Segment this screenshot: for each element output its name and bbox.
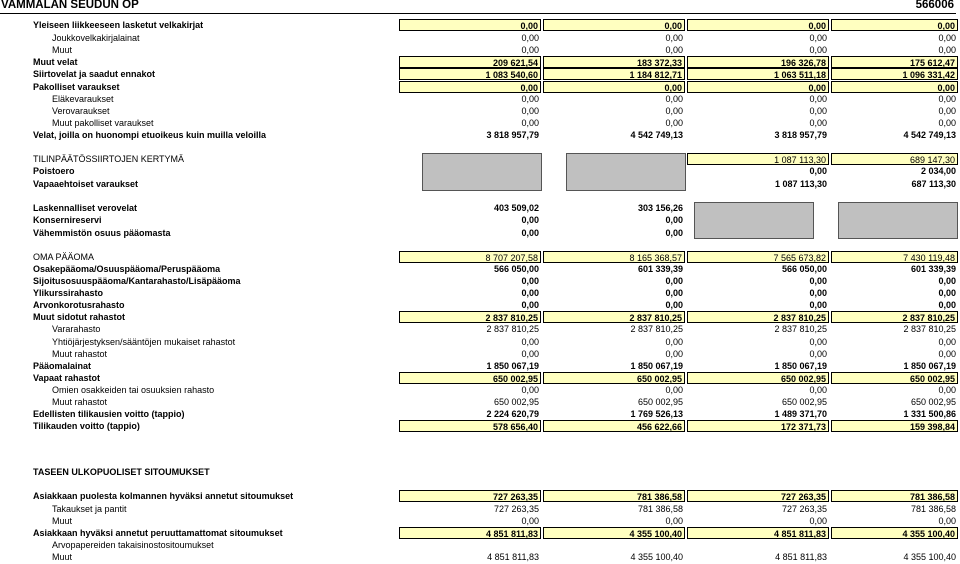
value-cell: 0,00 <box>521 228 539 238</box>
value-cell: 1 850 067,19 <box>903 361 956 371</box>
value-cell: 578 656,40 <box>399 420 541 432</box>
table-row <box>0 466 960 478</box>
table-row <box>0 420 960 432</box>
table-row <box>0 32 960 44</box>
value-cell: 650 002,95 <box>687 372 829 384</box>
value-cell: 0,00 <box>543 81 685 93</box>
row-label: Poistoero <box>33 166 75 176</box>
value-cell: 650 002,95 <box>831 372 958 384</box>
value-cell: 1 184 812,71 <box>543 68 685 80</box>
value-cell: 0,00 <box>809 106 827 116</box>
table-row <box>0 214 960 226</box>
value-cell: 3 818 957,79 <box>774 130 827 140</box>
value-cell: 650 002,95 <box>543 372 685 384</box>
value-cell: 0,00 <box>665 228 683 238</box>
value-cell: 8 165 368,57 <box>543 251 685 263</box>
row-label: Verovaraukset <box>52 106 110 116</box>
value-cell: 1 096 331,42 <box>831 68 958 80</box>
value-cell: 0,00 <box>521 215 539 225</box>
value-cell: 0,00 <box>521 45 539 55</box>
table-row <box>0 384 960 396</box>
value-cell: 2 837 810,25 <box>687 311 829 323</box>
table-row <box>0 68 960 80</box>
value-cell: 0,00 <box>521 516 539 526</box>
table-row <box>0 372 960 384</box>
value-cell: 0,00 <box>399 81 541 93</box>
table-row <box>0 178 960 190</box>
value-cell: 1 087 113,30 <box>687 153 829 165</box>
value-cell: 727 263,35 <box>399 490 541 502</box>
row-label: Muut <box>52 45 73 55</box>
table-row <box>0 527 960 539</box>
row-label: Muut rahastot <box>52 397 108 407</box>
value-cell: 4 542 749,13 <box>903 130 956 140</box>
value-cell: 0,00 <box>521 276 539 286</box>
table-row <box>0 503 960 515</box>
value-cell: 1 331 500,86 <box>903 409 956 419</box>
table-row <box>0 19 960 31</box>
table-row <box>0 360 960 372</box>
row-label: Laskennalliset verovelat <box>33 203 138 213</box>
value-cell: 183 372,33 <box>543 56 685 68</box>
value-cell: 0,00 <box>687 19 829 31</box>
table-row <box>0 56 960 68</box>
table-row <box>0 117 960 129</box>
value-cell: 0,00 <box>665 118 683 128</box>
row-label: Arvopapereiden takaisinostositoumukset <box>52 540 214 550</box>
value-cell: 4 851 811,83 <box>399 527 541 539</box>
value-cell: 0,00 <box>521 300 539 310</box>
value-cell: 1 850 067,19 <box>630 361 683 371</box>
value-cell: 0,00 <box>665 106 683 116</box>
value-cell: 1 850 067,19 <box>774 361 827 371</box>
table-row <box>0 323 960 335</box>
value-cell: 566 050,00 <box>781 264 827 274</box>
value-cell: 2 224 620,79 <box>486 409 539 419</box>
value-cell: 0,00 <box>665 33 683 43</box>
row-label: Muut <box>52 516 73 526</box>
value-cell: 4 851 811,83 <box>487 552 539 562</box>
value-cell: 781 386,58 <box>910 504 956 514</box>
value-cell: 0,00 <box>665 349 683 359</box>
row-label: Pakolliset varaukset <box>33 82 120 92</box>
value-cell: 0,00 <box>938 337 956 347</box>
value-cell: 1 083 540,60 <box>399 68 541 80</box>
value-cell: 2 837 810,25 <box>831 311 958 323</box>
value-cell: 650 002,95 <box>637 397 683 407</box>
value-cell: 781 386,58 <box>637 504 683 514</box>
row-label: Joukkovelkakirjalainat <box>52 33 140 43</box>
table-row <box>0 153 960 165</box>
value-cell: 0,00 <box>665 337 683 347</box>
value-cell: 209 621,54 <box>399 56 541 68</box>
value-cell: 0,00 <box>521 288 539 298</box>
value-cell: 2 837 810,25 <box>486 324 539 334</box>
table-row <box>0 129 960 141</box>
value-cell: 403 509,02 <box>493 203 539 213</box>
value-cell: 0,00 <box>399 19 541 31</box>
value-cell: 0,00 <box>831 81 958 93</box>
row-label: Vararahasto <box>52 324 101 334</box>
value-cell: 0,00 <box>938 276 956 286</box>
value-cell: 0,00 <box>809 385 827 395</box>
value-cell: 0,00 <box>809 337 827 347</box>
value-cell: 0,00 <box>521 349 539 359</box>
row-label: Sijoitusosuuspääoma/Kantarahasto/Lisäpääoma <box>33 276 241 286</box>
value-cell: 4 851 811,83 <box>687 527 829 539</box>
value-cell: 8 707 207,58 <box>399 251 541 263</box>
value-cell: 2 837 810,25 <box>630 324 683 334</box>
table-row <box>0 165 960 177</box>
value-cell: 0,00 <box>543 19 685 31</box>
value-cell: 2 034,00 <box>920 166 956 176</box>
value-cell: 456 622,66 <box>543 420 685 432</box>
value-cell: 7 430 119,48 <box>831 251 958 263</box>
row-label: Takaukset ja pantit <box>52 504 127 514</box>
value-cell: 2 837 810,25 <box>543 311 685 323</box>
value-cell: 727 263,35 <box>687 490 829 502</box>
table-row <box>0 251 960 263</box>
value-cell: 727 263,35 <box>493 504 539 514</box>
value-cell: 0,00 <box>809 166 827 176</box>
table-row <box>0 490 960 502</box>
value-cell: 0,00 <box>809 349 827 359</box>
value-cell: 0,00 <box>521 94 539 104</box>
row-label: Muut <box>52 552 73 562</box>
row-label: Pääomalainat <box>33 361 92 371</box>
row-label: Muut velat <box>33 57 78 67</box>
value-cell: 650 002,95 <box>493 397 539 407</box>
value-cell: 4 542 749,13 <box>630 130 683 140</box>
value-cell: 1 087 113,30 <box>774 179 827 189</box>
table-row <box>0 263 960 275</box>
table-row <box>0 287 960 299</box>
value-cell: 650 002,95 <box>399 372 541 384</box>
value-cell: 0,00 <box>938 94 956 104</box>
table-row <box>0 515 960 527</box>
table-row <box>0 551 960 563</box>
company-name: VAMMALAN SEUDUN OP <box>1 0 139 11</box>
value-cell: 159 398,84 <box>831 420 958 432</box>
value-cell: 0,00 <box>521 385 539 395</box>
row-label: Yleiseen liikkeeseen lasketut velkakirjat <box>33 20 204 30</box>
value-cell: 601 339,39 <box>637 264 683 274</box>
row-label: Asiakkaan hyväksi annetut peruuttamattomat sitoumukset <box>33 528 283 538</box>
row-label: Muut sidotut rahastot <box>33 312 125 322</box>
value-cell: 2 837 810,25 <box>774 324 827 334</box>
table-row <box>0 299 960 311</box>
value-cell: 0,00 <box>938 106 956 116</box>
row-label: Eläkevaraukset <box>52 94 114 104</box>
value-cell: 727 263,35 <box>781 504 827 514</box>
value-cell: 1 850 067,19 <box>486 361 539 371</box>
table-row <box>0 275 960 287</box>
row-label: Osakepääoma/Osuuspääoma/Peruspääoma <box>33 264 221 274</box>
row-label: Vapaat rahastot <box>33 373 101 383</box>
row-label: Vapaaehtoiset varaukset <box>33 179 139 189</box>
value-cell: 4 851 811,83 <box>775 552 827 562</box>
value-cell: 0,00 <box>809 516 827 526</box>
row-label: Arvonkorotusrahasto <box>33 300 125 310</box>
value-cell: 0,00 <box>687 81 829 93</box>
value-cell: 0,00 <box>809 45 827 55</box>
value-cell: 0,00 <box>938 45 956 55</box>
value-cell: 172 371,73 <box>687 420 829 432</box>
row-label: TASEEN ULKOPUOLISET SITOUMUKSET <box>33 467 210 477</box>
value-cell: 0,00 <box>809 118 827 128</box>
row-label: Yhtiöjärjestyksen/sääntöjen mukaiset rahastot <box>52 337 236 347</box>
row-label: Velat, joilla on huonompi etuoikeus kuin muilla veloilla <box>33 130 267 140</box>
value-cell: 1 063 511,18 <box>687 68 829 80</box>
row-label: Vähemmistön osuus pääomasta <box>33 228 171 238</box>
value-cell: 0,00 <box>521 106 539 116</box>
row-label: Muut pakolliset varaukset <box>52 118 154 128</box>
value-cell: 0,00 <box>521 33 539 43</box>
value-cell: 0,00 <box>665 300 683 310</box>
value-cell: 4 355 100,40 <box>831 527 958 539</box>
value-cell: 689 147,30 <box>831 153 958 165</box>
table-row <box>0 336 960 348</box>
table-row <box>0 396 960 408</box>
value-cell: 0,00 <box>665 94 683 104</box>
value-cell: 781 386,58 <box>831 490 958 502</box>
value-cell: 0,00 <box>665 45 683 55</box>
value-cell: 303 156,26 <box>637 203 683 213</box>
value-cell: 687 113,30 <box>911 179 956 189</box>
value-cell: 0,00 <box>521 337 539 347</box>
value-cell: 0,00 <box>809 300 827 310</box>
row-label: OMA PÄÄOMA <box>33 252 95 262</box>
table-row <box>0 311 960 323</box>
value-cell: 1 489 371,70 <box>774 409 827 419</box>
row-label: Siirtovelat ja saadut ennakot <box>33 69 156 79</box>
table-row <box>0 44 960 56</box>
value-cell: 566 050,00 <box>493 264 539 274</box>
value-cell: 7 565 673,82 <box>687 251 829 263</box>
value-cell: 0,00 <box>938 385 956 395</box>
value-cell: 4 355 100,40 <box>630 552 683 562</box>
table-row <box>0 408 960 420</box>
row-label: Asiakkaan puolesta kolmannen hyväksi annetut sitoumukset <box>33 491 294 501</box>
value-cell: 0,00 <box>938 288 956 298</box>
value-cell: 781 386,58 <box>543 490 685 502</box>
value-cell: 2 837 810,25 <box>399 311 541 323</box>
value-cell: 0,00 <box>938 118 956 128</box>
value-cell: 3 818 957,79 <box>486 130 539 140</box>
value-cell: 1 769 526,13 <box>630 409 683 419</box>
table-row <box>0 202 960 214</box>
table-row <box>0 81 960 93</box>
value-cell: 0,00 <box>938 349 956 359</box>
value-cell: 0,00 <box>665 288 683 298</box>
row-label: TILINPÄÄTÖSSIIRTOJEN KERTYMÄ <box>33 154 185 164</box>
value-cell: 0,00 <box>809 33 827 43</box>
value-cell: 0,00 <box>809 288 827 298</box>
row-label: Konsernireservi <box>33 215 102 225</box>
value-cell: 0,00 <box>938 300 956 310</box>
value-cell: 4 355 100,40 <box>543 527 685 539</box>
value-cell: 0,00 <box>809 94 827 104</box>
table-row <box>0 539 960 551</box>
row-label: Tilikauden voitto (tappio) <box>33 421 140 431</box>
table-row <box>0 348 960 360</box>
table-row <box>0 93 960 105</box>
value-cell: 175 612,47 <box>831 56 958 68</box>
value-cell: 0,00 <box>665 276 683 286</box>
table-row <box>0 105 960 117</box>
value-cell: 4 355 100,40 <box>903 552 956 562</box>
row-label: Omien osakkeiden tai osuuksien rahasto <box>52 385 215 395</box>
value-cell: 0,00 <box>938 33 956 43</box>
value-cell: 0,00 <box>938 516 956 526</box>
value-cell: 2 837 810,25 <box>903 324 956 334</box>
value-cell: 650 002,95 <box>910 397 956 407</box>
value-cell: 601 339,39 <box>910 264 956 274</box>
value-cell: 650 002,95 <box>781 397 827 407</box>
row-label: Muut rahastot <box>52 349 108 359</box>
table-row <box>0 227 960 239</box>
value-cell: 0,00 <box>521 118 539 128</box>
value-cell: 0,00 <box>665 215 683 225</box>
row-label: Ylikurssirahasto <box>33 288 104 298</box>
company-code: 566006 <box>915 0 954 11</box>
value-cell: 196 326,78 <box>687 56 829 68</box>
row-label: Edellisten tilikausien voitto (tappio) <box>33 409 185 419</box>
value-cell: 0,00 <box>831 19 958 31</box>
value-cell: 0,00 <box>665 516 683 526</box>
value-cell: 0,00 <box>809 276 827 286</box>
value-cell: 0,00 <box>665 385 683 395</box>
